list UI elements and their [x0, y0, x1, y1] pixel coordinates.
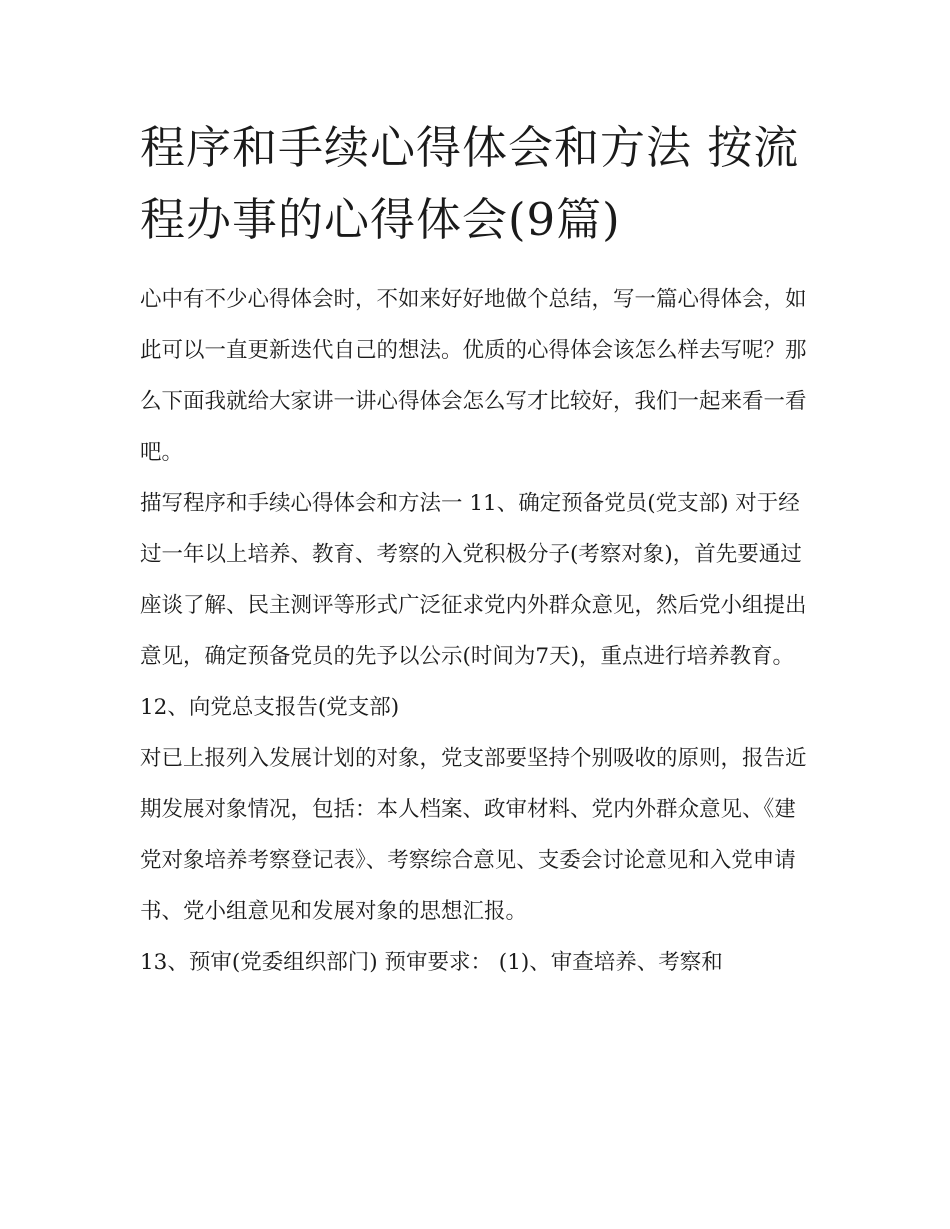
paragraph-item-12-heading: 12、向党总支报告(党支部) — [140, 695, 400, 720]
document-content — [140, 112, 812, 988]
paragraph-item-11: 描写程序和手续心得体会和方法一 11、确定预备党员(党支部) 对于经过一年以上培养、教育、考察的入党积极分子(考察对象)，首先要通过座谈了解、民主测评等形式广泛征求党内外群众意见，然后党小组提出意见，确定预备党员的先予以公示(时间为7天)，重点进行培养教育。 — [140, 491, 807, 669]
paragraph-item-12-body: 对已上报列入发展计划的对象，党支部要坚持个别吸收的原则，报告近期发展对象情况，包括：本人档案、政审材料、党内外群众意见、《建党对象培养考察登记表》、考察综合意见、支委会讨论意见和入党申请书、党小组意见和发展对象的思想汇报。 — [140, 746, 807, 924]
paragraph-intro: 心中有不少心得体会时，不如来好好地做个总结，写一篇心得体会，如此可以一直更新迭代自己的想法。优质的心得体会该怎么样去写呢？那么下面我就给大家讲一讲心得体会怎么写才比较好，我们一起来看一看吧。 — [140, 287, 807, 465]
paragraph-item-13: 13、预审(党委组织部门) 预审要求： (1)、审查培养、考察和 — [140, 950, 723, 975]
document-title: 程序和手续心得体会和方法 按流程办事的心得体会(9篇) — [140, 121, 800, 246]
